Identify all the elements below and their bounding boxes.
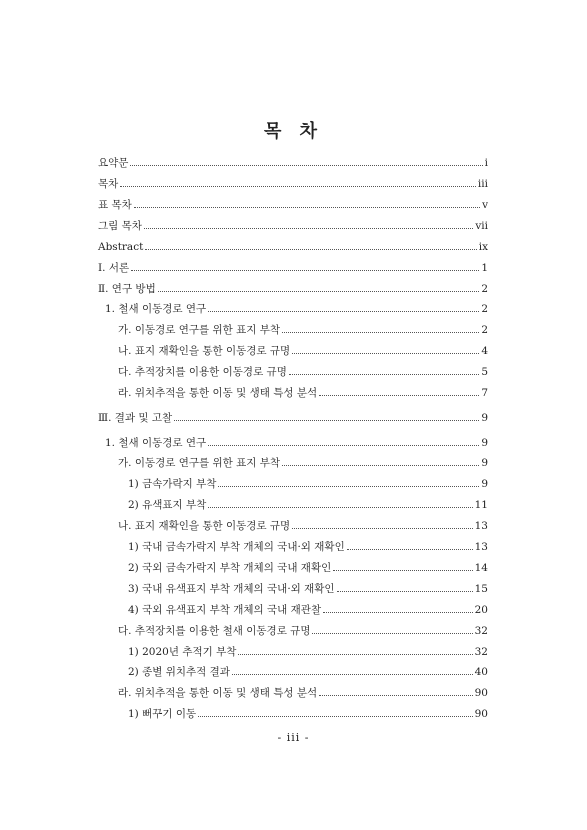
dot-leader xyxy=(208,445,479,446)
toc-entry-label: 1) 뻐꾸기 이동 xyxy=(128,708,197,720)
toc-entry-page: 40 xyxy=(474,666,488,678)
dot-leader xyxy=(131,270,479,271)
dot-leader xyxy=(145,249,476,250)
toc-entry-label: 1. 철새 이동경로 연구 xyxy=(105,437,207,449)
toc-entry-label: 나. 표지 재확인을 통한 이동경로 규명 xyxy=(118,345,291,357)
toc-entry-item-3-1-ga-1[interactable] xyxy=(128,475,488,491)
toc-entry-label: Ⅱ. 연구 방법 xyxy=(98,283,156,295)
toc-entry-label: 1) 금속가락지 부착 xyxy=(128,478,217,490)
toc-entry-item-3-1-da-2[interactable] xyxy=(128,663,488,679)
toc-entry-label: 다. 추적장치를 이용한 이동경로 규명 xyxy=(118,366,287,378)
toc-entry-label: 목차 xyxy=(98,178,119,190)
toc-entry-page: 14 xyxy=(474,562,488,574)
toc-entry-page: 20 xyxy=(474,604,488,616)
toc-entry-abstract[interactable] xyxy=(98,238,488,254)
toc-entry-page: v xyxy=(482,199,488,211)
dot-leader xyxy=(208,311,479,312)
toc-entry-label: 라. 위치추적을 통한 이동 및 생태 특성 분석 xyxy=(118,387,318,399)
toc-entry-subsection-3-1-ra[interactable] xyxy=(118,684,488,700)
toc-entry-label: 1) 2020년 추적기 부착 xyxy=(128,646,237,658)
toc-entry-item-3-1-da-1[interactable] xyxy=(128,643,488,659)
dot-leader xyxy=(174,420,479,421)
dot-leader xyxy=(198,716,472,717)
toc-entry-list-of-figures[interactable] xyxy=(98,217,488,233)
toc-entry-page: 15 xyxy=(474,583,488,595)
toc-entry-item-3-1-na-1[interactable] xyxy=(128,538,488,554)
dot-leader xyxy=(319,395,479,396)
toc-entry-page: 9 xyxy=(481,457,488,469)
dot-leader xyxy=(134,207,480,208)
toc-entry-item-3-1-ga-2[interactable] xyxy=(128,496,488,512)
toc-entry-item-3-1-na-2[interactable] xyxy=(128,559,488,575)
toc-entry-label: 요약문 xyxy=(98,157,129,169)
toc-entry-contents[interactable] xyxy=(98,175,488,191)
toc-entry-summary[interactable] xyxy=(98,154,488,170)
toc-entry-page: 2 xyxy=(481,283,488,295)
toc-entry-subsection-2-1-ga[interactable] xyxy=(118,321,488,337)
toc-entry-page: vii xyxy=(475,220,488,232)
toc-entry-chapter-1[interactable] xyxy=(98,259,488,275)
dot-leader xyxy=(333,570,472,571)
toc-entry-page: i xyxy=(484,157,488,169)
page-number: - iii - xyxy=(277,731,310,744)
toc-entry-label: 나. 표지 재확인을 통한 이동경로 규명 xyxy=(118,520,291,532)
toc-entry-label: 3) 국내 유색표지 부착 개체의 국내·외 재확인 xyxy=(128,583,335,595)
toc-entry-page: 9 xyxy=(481,437,488,449)
toc-entry-item-3-1-na-3[interactable] xyxy=(128,580,488,596)
dot-leader xyxy=(282,332,479,333)
toc-entry-page: 32 xyxy=(474,646,488,658)
toc-entry-label: 1. 철새 이동경로 연구 xyxy=(105,303,207,315)
toc-entry-label: 가. 이동경로 연구를 위한 표지 부착 xyxy=(118,324,281,336)
toc-entry-label: Abstract xyxy=(98,241,144,253)
toc-entry-page: 9 xyxy=(481,412,488,424)
dot-leader xyxy=(289,374,479,375)
toc-entry-subsection-3-1-na[interactable] xyxy=(118,517,488,533)
toc-entry-list-of-tables[interactable] xyxy=(98,196,488,212)
toc-entry-subsection-3-1-da[interactable] xyxy=(118,622,488,638)
toc-entry-page: 5 xyxy=(481,366,488,378)
dot-leader xyxy=(238,654,472,655)
dot-leader xyxy=(232,674,473,675)
toc-entry-subsection-2-1-na[interactable] xyxy=(118,342,488,358)
dot-leader xyxy=(144,228,473,229)
dot-leader xyxy=(319,695,472,696)
toc-entry-page: 9 xyxy=(481,478,488,490)
toc-entry-section-2-1[interactable] xyxy=(105,300,488,316)
toc-entry-subsection-2-1-ra[interactable] xyxy=(118,384,488,400)
dot-leader xyxy=(158,291,480,292)
toc-entry-label: 4) 국외 유색표지 부착 개체의 국내 재관찰 xyxy=(128,604,322,616)
dot-leader xyxy=(347,549,473,550)
toc-entry-label: 1) 국내 금속가락지 부착 개체의 국내·외 재확인 xyxy=(128,541,345,553)
toc-entry-chapter-3[interactable] xyxy=(98,409,488,425)
toc-entry-page: 13 xyxy=(474,520,488,532)
toc-entry-item-3-1-ra-1[interactable] xyxy=(128,705,488,721)
toc-entry-page: 1 xyxy=(481,262,488,274)
dot-leader xyxy=(312,633,472,634)
dot-leader xyxy=(282,465,479,466)
toc-entry-label: 가. 이동경로 연구를 위한 표지 부착 xyxy=(118,457,281,469)
dot-leader xyxy=(323,612,473,613)
toc-entry-label: 다. 추적장치를 이용한 철새 이동경로 규명 xyxy=(118,625,311,637)
dot-leader xyxy=(120,186,476,187)
toc-entry-item-3-1-na-4[interactable] xyxy=(128,601,488,617)
toc-entry-page: 7 xyxy=(481,387,488,399)
toc-entry-subsection-2-1-da[interactable] xyxy=(118,363,488,379)
toc-entry-page: iii xyxy=(477,178,488,190)
dot-leader xyxy=(292,528,472,529)
toc-entry-label: 그림 목차 xyxy=(98,220,142,232)
dot-leader xyxy=(130,165,482,166)
toc-entry-page: 90 xyxy=(474,687,488,699)
toc-entry-label: 라. 위치추적을 통한 이동 및 생태 특성 분석 xyxy=(118,687,318,699)
toc-entry-page: 90 xyxy=(474,708,488,720)
toc-entry-section-3-1[interactable] xyxy=(105,434,488,450)
toc-entry-label: Ⅲ. 결과 및 고찰 xyxy=(98,412,173,424)
toc-entry-page: ix xyxy=(478,241,488,253)
dot-leader xyxy=(337,591,473,592)
toc-entry-page: 4 xyxy=(481,345,488,357)
toc-entry-page: 13 xyxy=(474,541,488,553)
toc-entry-page: 32 xyxy=(474,625,488,637)
toc-entry-subsection-3-1-ga[interactable] xyxy=(118,454,488,470)
toc-entry-chapter-2[interactable] xyxy=(98,280,488,296)
page-title: 목 차 xyxy=(263,121,324,142)
toc-entry-page: 2 xyxy=(481,303,488,315)
toc-entry-label: Ⅰ. 서론 xyxy=(98,262,130,274)
toc-entry-label: 표 목차 xyxy=(98,199,132,211)
toc-entry-label: 2) 국외 금속가락지 부착 개체의 국내 재확인 xyxy=(128,562,332,574)
toc-entry-page: 2 xyxy=(481,324,488,336)
toc-entry-label: 2) 유색표지 부착 xyxy=(128,499,207,511)
dot-leader xyxy=(292,353,479,354)
toc-entry-label: 2) 종별 위치추적 결과 xyxy=(128,666,230,678)
dot-leader xyxy=(208,507,472,508)
toc-entry-page: 11 xyxy=(474,499,488,511)
dot-leader xyxy=(218,486,479,487)
